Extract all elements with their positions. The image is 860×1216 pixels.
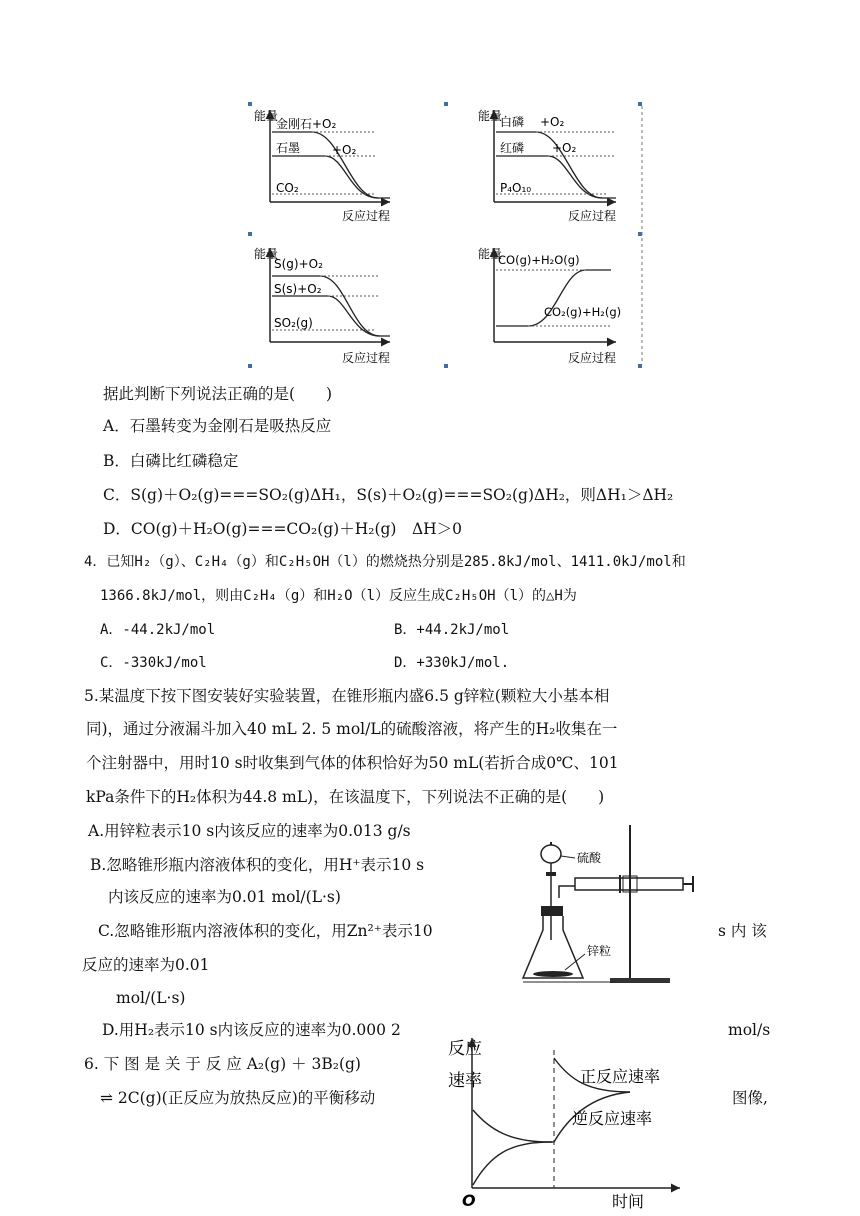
svg-text:反应过程: 反应过程 — [568, 351, 617, 365]
svg-text:S(g)+O₂: S(g)+O₂ — [274, 257, 323, 271]
q6-line-1: 6. 下 图 是 关 于 反 应 A₂(g) ＋ 3B₂(g) — [84, 1055, 361, 1073]
q3-option-b: B．白磷比红磷稳定 — [103, 452, 239, 470]
q5-option-c-line-2: 反应的速率为0.01 — [82, 956, 210, 974]
x-label: 反应过程 — [342, 209, 391, 223]
q3-option-c: C．S(g)＋O₂(g)===SO₂(g)ΔH₁，S(s)＋O₂(g)===SO₂(g)ΔH₂，则ΔH₁＞ΔH₂ — [103, 486, 674, 504]
svg-text:CO(g)+H₂O(g): CO(g)+H₂O(g) — [498, 253, 580, 267]
svg-text:能量: 能量 — [478, 109, 503, 123]
apparatus-figure — [515, 820, 700, 990]
rate-time-graph — [440, 1030, 700, 1210]
svg-text:反应过程: 反应过程 — [568, 209, 617, 223]
q4-option-d: D．+330kJ/mol. — [394, 655, 510, 671]
y-axis-label-2: 速率 — [448, 1071, 482, 1091]
label: 石墨 — [276, 141, 301, 155]
diagram-sulfur — [254, 246, 390, 365]
forward-rate-label: 正反应速率 — [580, 1067, 661, 1086]
svg-text:反应过程: 反应过程 — [342, 351, 391, 365]
q4-option-c: C．-330kJ/mol — [100, 655, 207, 671]
zinc-label: 锌粒 — [587, 944, 612, 958]
label: +O₂ — [332, 143, 357, 157]
svg-text:SO₂(g): SO₂(g) — [274, 316, 313, 330]
svg-text:P₄O₁₀: P₄O₁₀ — [500, 181, 532, 195]
label: CO₂ — [276, 181, 299, 195]
q4-line-1: 4．已知H₂（g）、C₂H₄（g）和C₂H₅OH（l）的燃烧热分别是285.8kJ/mol、1411.0kJ/mol和 — [84, 554, 686, 570]
q5-option-c-line-3: mol/(L·s) — [116, 989, 186, 1007]
q5-line-4: kPa条件下的H₂体积为44.8 mL)，在该温度下，下列说法不正确的是( ) — [86, 788, 605, 806]
q6-line-2: ⇌ 2C(g)(正反应为放热反应)的平衡移动 — [100, 1089, 376, 1107]
svg-text:+O₂: +O₂ — [540, 115, 565, 129]
svg-text:能量: 能量 — [478, 247, 503, 261]
svg-text:白磷: 白磷 — [500, 115, 525, 129]
q4-line-2: 1366.8kJ/mol，则由C₂H₄（g）和H₂O（l）反应生成C₂H₅OH（l）的△H为 — [100, 588, 577, 604]
q3-option-d: D．CO(g)＋H₂O(g)===CO₂(g)＋H₂(g) ΔH＞0 — [103, 520, 463, 538]
svg-text:+O₂: +O₂ — [552, 141, 577, 155]
axis-label: 能量 — [254, 109, 279, 123]
q3-option-a: A．石墨转变为金刚石是吸热反应 — [103, 417, 332, 435]
q5-option-c-line-1: C.忽略锥形瓶内溶液体积的变化，用Zn²⁺表示10 — [98, 922, 433, 940]
svg-text:红磷: 红磷 — [500, 141, 525, 155]
energy-diagrams-figure — [240, 98, 650, 373]
svg-text:S(s)+O₂: S(s)+O₂ — [274, 282, 322, 296]
q5-line-2: 同)，通过分液漏斗加入40 mL 2. 5 mol/L的硫酸溶液，将产生的H₂收集在一 — [86, 720, 618, 738]
q4-option-b: B．+44.2kJ/mol — [394, 622, 510, 638]
q5-option-b-line-1: B.忽略锥形瓶内溶液体积的变化，用H⁺表示10 s — [90, 856, 425, 874]
q4-option-a: A．-44.2kJ/mol — [100, 622, 216, 638]
q5-option-d-line-1: D.用H₂表示10 s内该反应的速率为0.000 2 — [102, 1021, 401, 1039]
q5-option-c-line-1-right: s 内 该 — [718, 922, 767, 940]
x-axis-label: 时间 — [612, 1192, 645, 1210]
diagram-co-water — [478, 246, 621, 365]
q3-stem: 据此判断下列说法正确的是( ) — [103, 385, 333, 403]
reverse-rate-label: 逆反应速率 — [572, 1109, 653, 1128]
q5-line-1: 5.某温度下按下图安装好实验装置，在锥形瓶内盛6.5 g锌粒(颗粒大小基本相 — [84, 687, 610, 705]
diagram-white-red-phosphorus — [478, 108, 616, 223]
label: 金刚石+O₂ — [276, 117, 337, 131]
q5-option-d-line-1-right: mol/s — [728, 1021, 771, 1039]
diagram-diamond-graphite — [254, 108, 390, 223]
q6-line-2-right: 图像, — [732, 1089, 768, 1107]
svg-text:能量: 能量 — [254, 247, 279, 261]
acid-label: 硫酸 — [577, 851, 602, 865]
q5-option-a: A.用锌粒表示10 s内该反应的速率为0.013 g/s — [88, 822, 411, 840]
origin-label: O — [462, 1191, 476, 1210]
q5-option-b-line-2: 内该反应的速率为0.01 mol/(L·s) — [108, 888, 341, 906]
q5-line-3: 个注射器中，用时10 s时收集到气体的体积恰好为50 mL(若折合成0℃、101 — [86, 754, 619, 772]
svg-text:CO₂(g)+H₂(g): CO₂(g)+H₂(g) — [544, 305, 622, 319]
y-axis-label-1: 反应 — [448, 1039, 482, 1059]
